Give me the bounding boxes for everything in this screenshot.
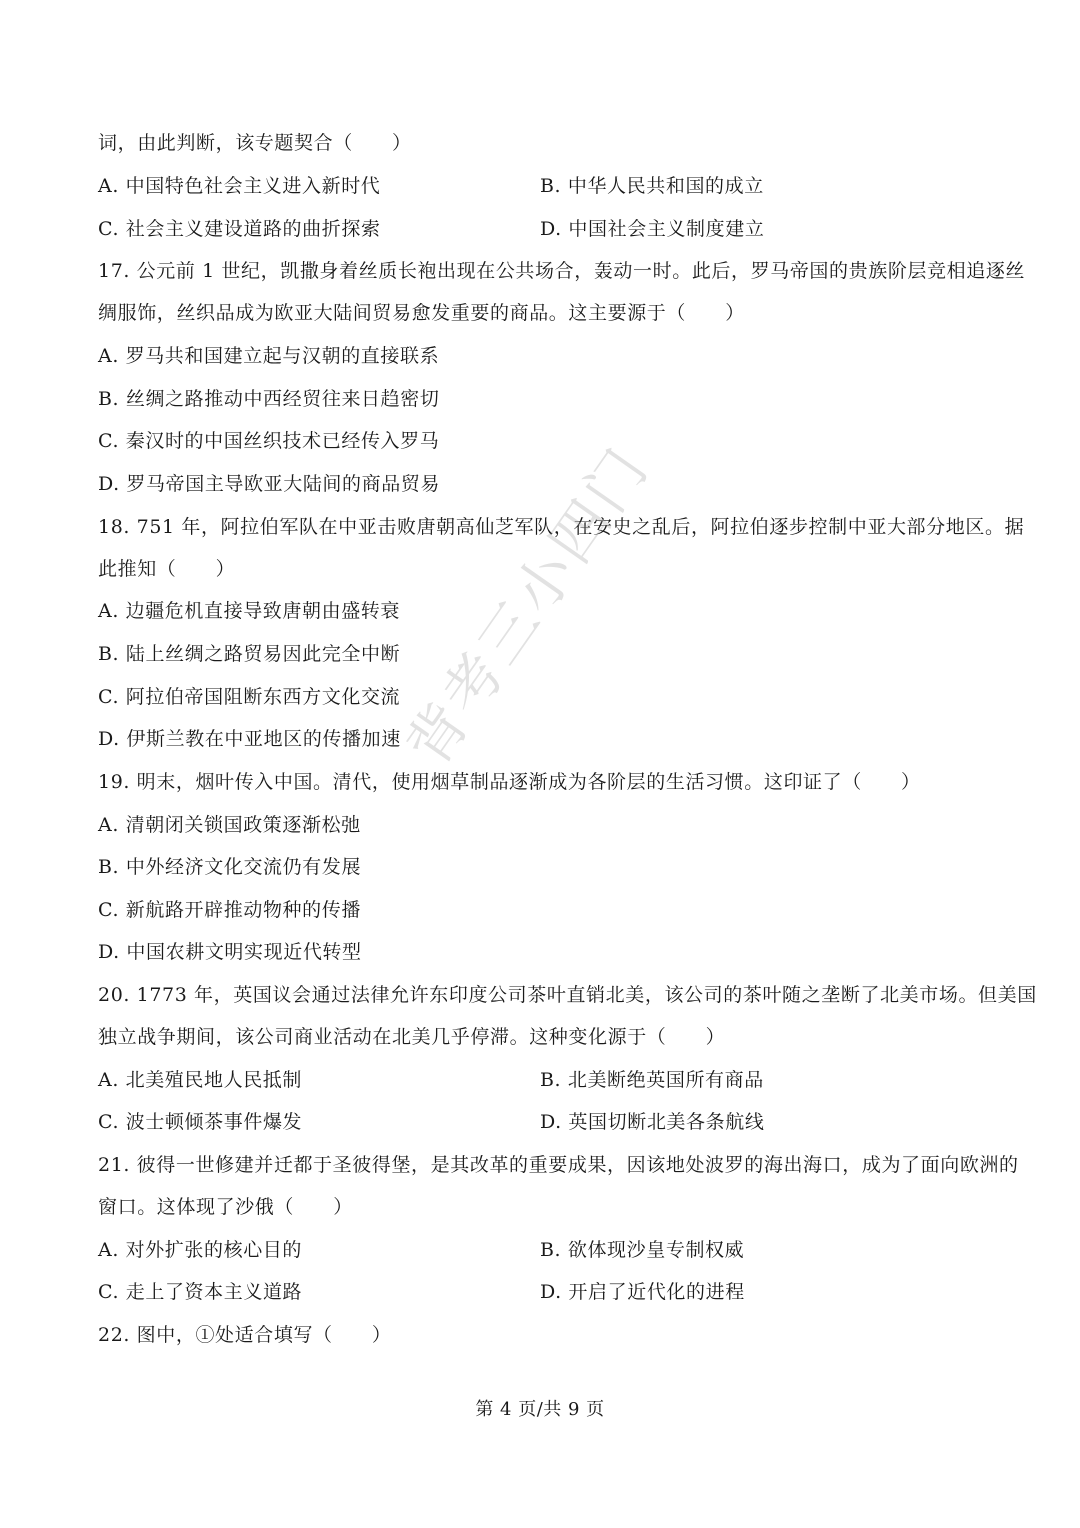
q17-stem-line2: 绸服饰，丝织品成为欧亚大陆间贸易愈发重要的商品。这主要源于（ ） xyxy=(98,302,745,324)
q20-stem-line1: 20. 1773 年，英国议会通过法律允许东印度公司茶叶直销北美，该公司的茶叶随之垄断了北美市场。但美国 xyxy=(98,984,1037,1006)
page-number: 第 4 页/共 9 页 xyxy=(475,1399,605,1420)
q19-option-d: D. 中国农耕文明实现近代转型 xyxy=(98,941,362,963)
q16-option-a: A. 中国特色社会主义进入新时代 xyxy=(98,175,381,197)
q18-option-b: B. 陆上丝绸之路贸易因此完全中断 xyxy=(98,643,401,665)
q18-option-c: C. 阿拉伯帝国阻断东西方文化交流 xyxy=(98,686,401,708)
q17-stem-line1: 17. 公元前 1 世纪，凯撒身着丝质长袍出现在公共场合，轰动一时。此后，罗马帝国的贵族阶层竞相追逐丝 xyxy=(98,260,1026,282)
q19-option-b: B. 中外经济文化交流仍有发展 xyxy=(98,856,362,878)
q17-option-a: A. 罗马共和国建立起与汉朝的直接联系 xyxy=(98,345,440,367)
q17-option-d: D. 罗马帝国主导欧亚大陆间的商品贸易 xyxy=(98,473,441,495)
q21-option-b: B. 欲体现沙皇专制权威 xyxy=(540,1239,745,1261)
q17-option-b: B. 丝绸之路推动中西经贸往来日趋密切 xyxy=(98,388,440,410)
q21-option-a: A. 对外扩张的核心目的 xyxy=(98,1239,303,1261)
q20-option-b: B. 北美断绝英国所有商品 xyxy=(540,1069,764,1091)
q21-stem-line1: 21. 彼得一世修建并迁都于圣彼得堡，是其改革的重要成果，因该地处波罗的海出海口，成为了面向欧洲的 xyxy=(98,1154,1019,1176)
q16-option-d: D. 中国社会主义制度建立 xyxy=(540,218,765,240)
q18-option-d: D. 伊斯兰教在中亚地区的传播加速 xyxy=(98,728,401,750)
q20-stem-line2: 独立战争期间，该公司商业活动在北美几乎停滞。这种变化源于（ ） xyxy=(98,1026,726,1048)
q22-stem: 22. 图中，①处适合填写（ ） xyxy=(98,1324,392,1346)
q18-stem-line2: 此推知（ ） xyxy=(98,558,236,580)
q17-option-c: C. 秦汉时的中国丝织技术已经传入罗马 xyxy=(98,430,440,452)
q21-option-d: D. 开启了近代化的进程 xyxy=(540,1281,745,1303)
q16-option-c: C. 社会主义建设道路的曲折探索 xyxy=(98,218,381,240)
q18-stem-line1: 18. 751 年，阿拉伯军队在中亚击败唐朝高仙芝军队，在安史之乱后，阿拉伯逐步控制中亚大部分地区。据 xyxy=(98,516,1025,538)
q18-option-a: A. 边疆危机直接导致唐朝由盛转衰 xyxy=(98,600,401,622)
q21-stem-line2: 窗口。这体现了沙俄（ ） xyxy=(98,1196,353,1218)
q19-option-a: A. 清朝闭关锁国政策逐渐松弛 xyxy=(98,814,361,836)
q21-option-c: C. 走上了资本主义道路 xyxy=(98,1281,303,1303)
q20-option-d: D. 英国切断北美各条航线 xyxy=(540,1111,765,1133)
q16-option-b: B. 中华人民共和国的成立 xyxy=(540,175,764,197)
q19-option-c: C. 新航路开辟推动物种的传播 xyxy=(98,899,361,921)
q20-option-a: A. 北美殖民地人民抵制 xyxy=(98,1069,303,1091)
watermark: 背考三小四门 xyxy=(393,434,663,778)
q19-stem: 19. 明末，烟叶传入中国。清代，使用烟草制品逐渐成为各阶层的生活习惯。这印证了（ ） xyxy=(98,771,921,793)
q16-stem-end: 词，由此判断，该专题契合（ ） xyxy=(98,132,412,154)
q20-option-c: C. 波士顿倾茶事件爆发 xyxy=(98,1111,303,1133)
